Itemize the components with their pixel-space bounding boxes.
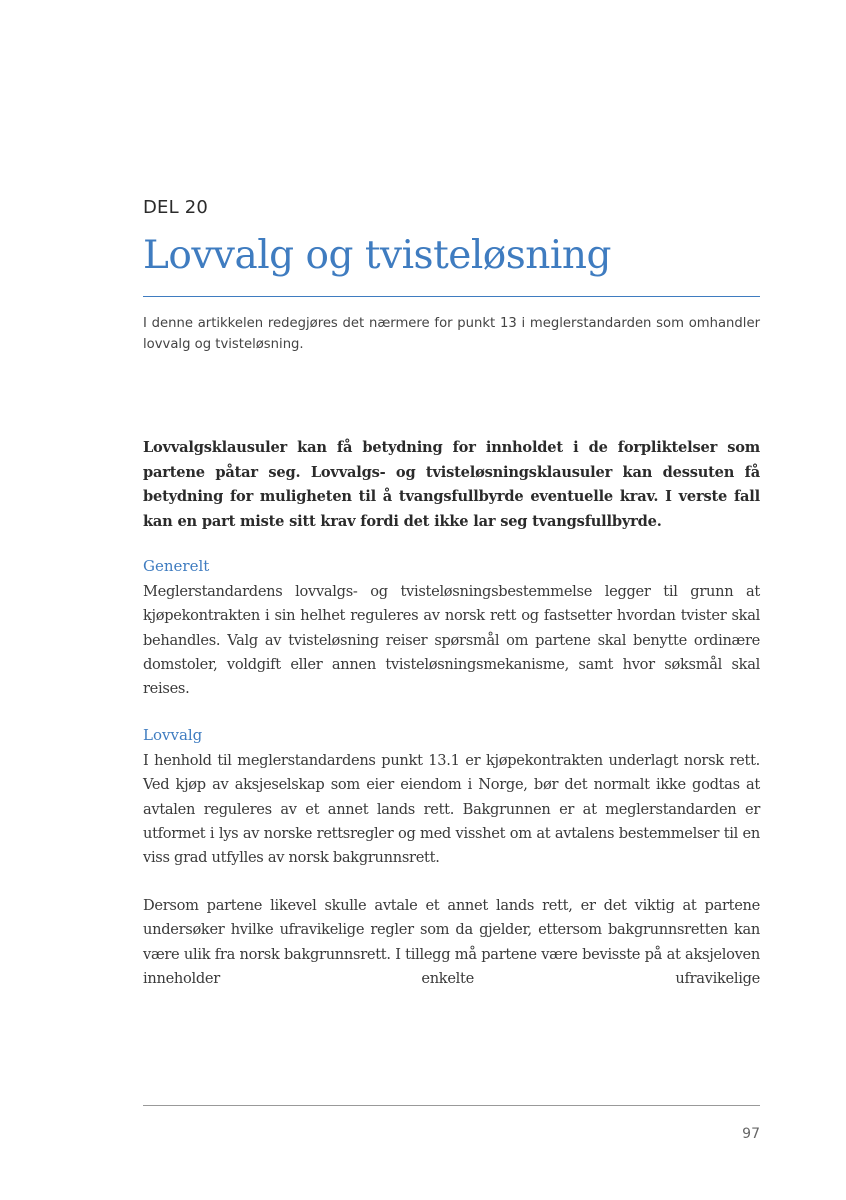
page-number: 97 [742,1126,760,1142]
footer-divider [143,1105,760,1106]
lead-paragraph: Lovvalgsklausuler kan få betydning for innholdet i de forpliktelser som partene påtar seg. Lovvalgs- og tvisteløsningsklausuler kan dessuten få betydning for muligheten til å tvangsfullbyrde eventuelle krav. I verste fall kan en part miste sitt krav fordi det ikke lar seg tvangsfullbyrde. [143,439,760,530]
section-heading-generelt: Generelt [143,557,210,575]
section-heading-lovvalg: Lovvalg [143,726,203,744]
intro-text: I denne artikkelen redegjøres det nærmere for punkt 13 i meglerstandarden som omhandler lovvalg og tvisteløsning. [143,316,760,352]
paragraph-lovvalg-1: I henhold til meglerstandardens punkt 13.1 er kjøpekontrakten underlagt norsk rett. Ved kjøp av aksjeselskap som eier eiendom i Norge, bør det normalt ikke godtas at avtalen reguleres av et annet lands rett. Bakgrunnen er at meglerstandarden er utformet i lys av norske rettsregler og med visshet om at avtalens bestemmelser til en viss grad utfylles av norsk bakgrunnsrett. [143,752,760,867]
chapter-title: Lovvalg og tvisteløsning [143,233,611,278]
paragraph-generelt: Meglerstandardens lovvalgs- og tvisteløsningsbestemmelse legger til grunn at kjøpekontrakten i sin helhet reguleres av norsk rett og fastsetter hvordan tvister skal behandles. Valg av tvisteløsning reiser spørsmål om partene skal benytte ordinære domstoler, voldgift eller annen tvisteløsningsmekanisme, samt hvor søksmål skal reises. [143,583,760,698]
part-label: DEL 20 [143,197,209,218]
paragraph-lovvalg-2: Dersom partene likevel skulle avtale et annet lands rett, er det viktig at partene undersøker hvilke ufravikelige regler som da gjelder, ettersom bakgrunnsretten kan være ulik fra norsk bakgrunnsrett. I tillegg må partene være bevisste på at aksjeloven inneholder enkelte ufravikelige [143,897,760,987]
title-divider [143,296,760,297]
